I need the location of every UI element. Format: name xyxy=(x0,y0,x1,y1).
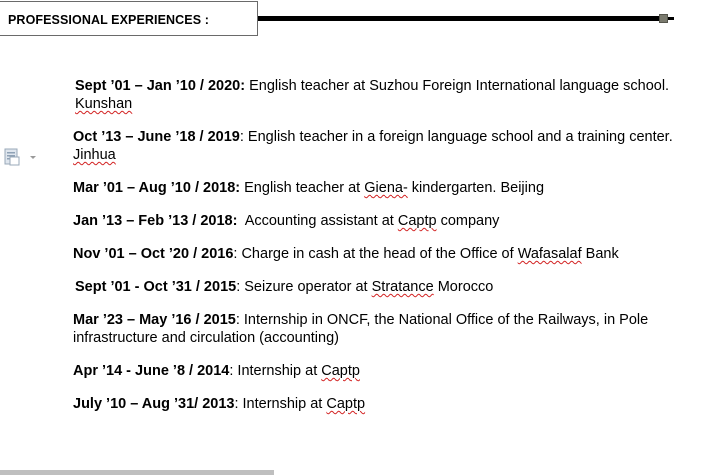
experience-item xyxy=(73,362,703,380)
experience-dates: Sept ’01 - Oct ’31 / 2015 xyxy=(75,279,237,295)
experience-dates: Sept ’01 – Jan ’10 / 2020: xyxy=(75,78,246,94)
shape-handle[interactable] xyxy=(659,14,668,23)
experience-item xyxy=(73,128,703,164)
spelling-flagged-word[interactable]: Stratance xyxy=(371,279,434,295)
experience-dates: Apr ’14 - June ’8 / 2014 xyxy=(73,363,230,379)
experience-dates: Jan ’13 – Feb ’13 / 2018: xyxy=(73,213,238,229)
experience-dates: July ’10 – Aug ’31/ 2013 xyxy=(73,396,235,412)
experience-text: English teacher at xyxy=(240,180,365,196)
experience-item xyxy=(73,77,703,113)
experience-text: : English teacher in a foreign language school and a training center. xyxy=(239,129,673,145)
experience-text: : Internship in ONCF, the National Office of the Railways, in Pole infrastructure and circulation (accounting) xyxy=(73,312,649,346)
spelling-flagged-word[interactable]: Captp xyxy=(397,213,437,229)
header-rule-tail xyxy=(668,17,674,20)
experience-item xyxy=(73,278,703,296)
experience-dates: Oct ’13 – June ’18 / 2019 xyxy=(73,129,240,145)
experience-text: Accounting assistant at xyxy=(237,213,398,229)
spelling-flagged-word[interactable]: Kunshan xyxy=(75,96,133,112)
experience-text: : Seizure operator at xyxy=(236,279,372,295)
paste-options-icon[interactable] xyxy=(4,148,40,166)
experience-dates: Mar ’23 – May ’16 / 2015 xyxy=(73,312,236,328)
experience-text: : Internship at xyxy=(234,396,327,412)
section-title: PROFESSIONAL EXPERIENCES : xyxy=(8,13,210,27)
experience-text-end: Morocco xyxy=(433,279,494,295)
spelling-flagged-word[interactable]: Wafasalaf xyxy=(517,246,582,262)
experience-text-end: kindergarten. Beijing xyxy=(407,180,545,196)
spelling-flagged-word[interactable]: Captp xyxy=(326,396,366,412)
experience-text: English teacher at Suzhou Foreign International language school. xyxy=(245,78,670,94)
experience-text: : Charge in cash at the head of the Office of xyxy=(233,246,518,262)
experience-dates: Mar ’01 – Aug ’10 / 2018: xyxy=(73,180,241,196)
experience-text: : Internship at xyxy=(229,363,322,379)
experience-item xyxy=(73,245,703,263)
experience-item xyxy=(73,179,703,197)
experience-list xyxy=(73,77,703,413)
spelling-flagged-word[interactable]: Captp xyxy=(321,363,360,379)
experience-item xyxy=(73,212,703,230)
header-rule xyxy=(258,16,660,21)
spelling-flagged-word[interactable]: Giena- xyxy=(364,180,408,196)
horizontal-scrollbar[interactable] xyxy=(0,470,274,475)
section-header xyxy=(0,1,258,36)
experience-text-end: Bank xyxy=(581,246,619,262)
experience-item xyxy=(73,311,703,347)
spelling-flagged-word[interactable]: Jinhua xyxy=(73,147,116,163)
experience-text-end: company xyxy=(436,213,500,229)
experience-dates: Nov ’01 – Oct ’20 / 2016 xyxy=(73,246,234,262)
experience-item xyxy=(73,395,703,413)
